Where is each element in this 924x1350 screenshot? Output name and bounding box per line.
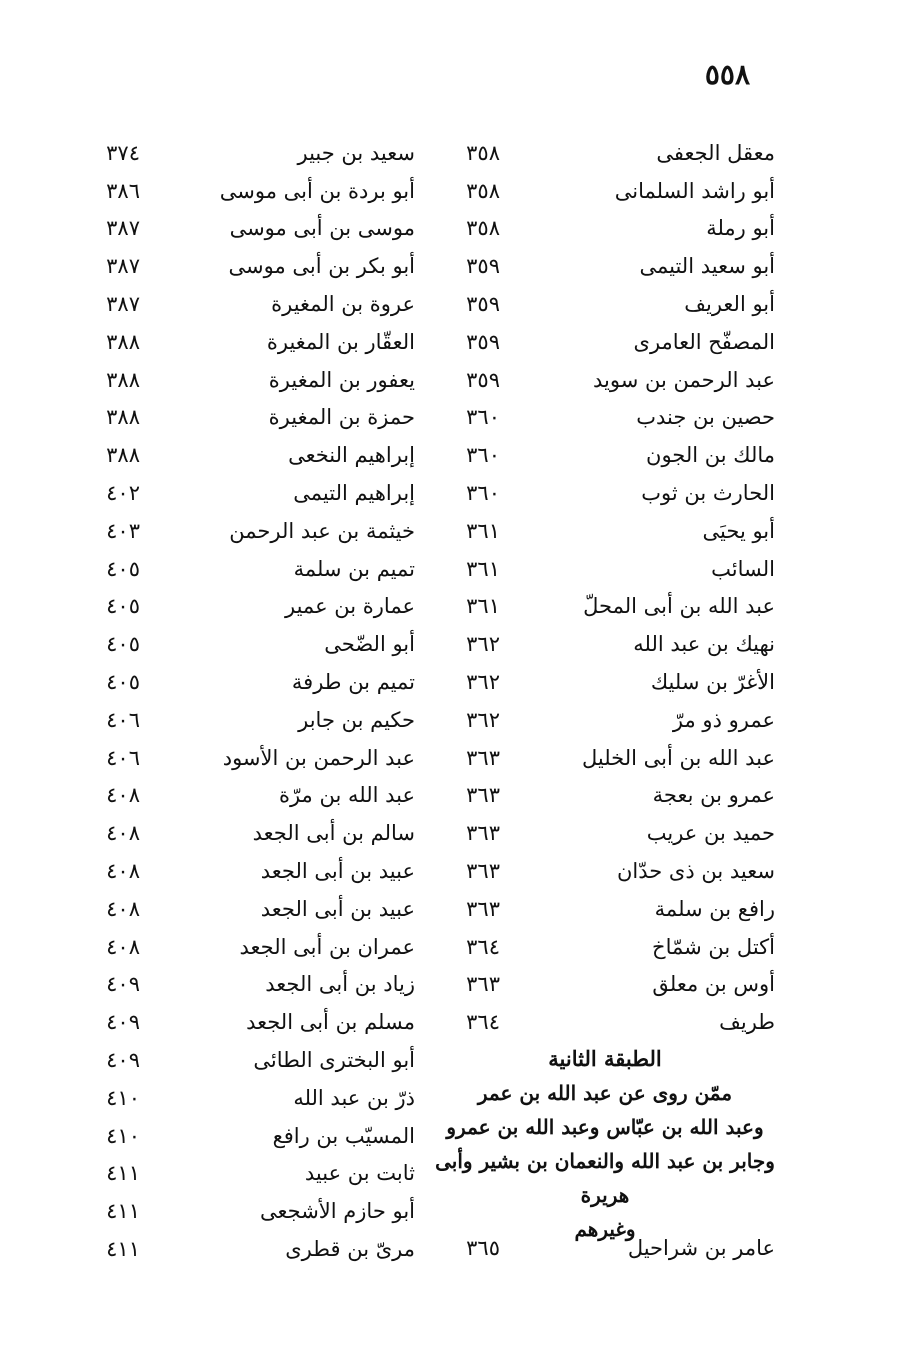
entry-name: حمزة بن المغيرة xyxy=(268,405,415,430)
entry-page-number: ٣٦٢ xyxy=(466,707,500,732)
section-line: وغيرهم xyxy=(574,1217,636,1241)
entry-name: نهيك بن عبد الله xyxy=(633,632,775,657)
entry-name: تميم بن سلمة xyxy=(293,556,415,581)
entry-name: المسيّب بن رافع xyxy=(272,1123,415,1148)
entry-page-number: ٣٦١ xyxy=(466,518,500,543)
entry-page-number: ٤١١ xyxy=(106,1199,140,1224)
entry-name: الحارث بن ثوب xyxy=(641,481,775,506)
entry-page-number: ٣٦٣ xyxy=(466,896,500,921)
entry-name: إبراهيم النخعى xyxy=(288,443,415,468)
entry-name: أبو حازم الأشجعى xyxy=(260,1199,415,1224)
entry-page-number: ٣٨٨ xyxy=(106,405,140,430)
entry-name: تميم بن طرفة xyxy=(291,670,415,695)
entry-name: معقل الجعفى xyxy=(656,140,775,165)
entry-name: أبو العريف xyxy=(684,292,775,317)
entry-page-number: ٣٨٨ xyxy=(106,443,140,468)
entry-name: طريف xyxy=(719,1010,775,1035)
entry-name: أبو يحيَى xyxy=(702,518,775,543)
entry-name: أبو رملة xyxy=(706,216,775,241)
entry-page-number: ٣٧٤ xyxy=(106,140,140,165)
entry-name: عبد الله بن مرّة xyxy=(278,783,415,808)
entry-name: عبيد بن أبى الجعد xyxy=(260,896,415,921)
entry-name: حميد بن عريب xyxy=(646,821,775,846)
entry-name: أوس بن معلق xyxy=(652,972,775,997)
entry-name: مرىّ بن قطرى xyxy=(285,1237,415,1261)
entry-page-number: ٣٦٠ xyxy=(466,481,500,506)
entry-page-number: ٤٠٥ xyxy=(106,556,140,581)
right-column-pages xyxy=(420,134,500,1041)
entry-page-number: ٣٦٣ xyxy=(466,972,500,997)
entry-page-number: ٣٨٦ xyxy=(106,178,140,203)
entry-page-number: ٤٠٣ xyxy=(106,518,140,543)
section-heading: الطبقة الثانية xyxy=(548,1046,662,1071)
entry-page-number: ٤٠٨ xyxy=(106,859,140,884)
entry-page-number: ٣٥٨ xyxy=(466,216,500,241)
entry-page-number: ٤١١ xyxy=(106,1161,140,1186)
entry-page-number: ٤٠٥ xyxy=(106,670,140,695)
section-line: ممّن روى عن عبد الله بن عمر xyxy=(477,1081,733,1105)
entry-page-number: ٤٠٥ xyxy=(106,594,140,619)
entry-page-number: ٤٠٦ xyxy=(106,745,140,770)
entry-page-number: ٣٦٣ xyxy=(466,783,500,808)
entry-name: عبيد بن أبى الجعد xyxy=(260,859,415,884)
entry-name: حصين بن جندب xyxy=(636,405,775,430)
entry-name: مسلم بن أبى الجعد xyxy=(246,1010,415,1035)
entry-page-number: ٤٠٢ xyxy=(106,481,140,506)
entry-page-number: ٣٥٨ xyxy=(466,140,500,165)
entry-name: عبد الله بن أبى الخليل xyxy=(581,745,775,770)
entry-name: موسى بن أبى موسى xyxy=(229,216,415,241)
entry-page-number: ٣٨٨ xyxy=(106,329,140,354)
page-number: ٥٥٨ xyxy=(704,58,750,91)
entry-name: أكتل بن شمّاخ xyxy=(652,934,775,959)
entry-page-number: ٤٠٨ xyxy=(106,783,140,808)
entry-name: عمارة بن عمير xyxy=(285,594,415,619)
entry-page-number: ٣٥٩ xyxy=(466,254,500,279)
entry-page-number: ٣٨٧ xyxy=(106,292,140,317)
entry-page-number: ٣٥٨ xyxy=(466,178,500,203)
entry-name: أبو بردة بن أبى موسى xyxy=(219,178,415,203)
entry-name: يعفور بن المغيرة xyxy=(268,367,415,392)
entry-page-number: ٣٥٩ xyxy=(466,367,500,392)
entry-page-number: ٣٥٩ xyxy=(466,329,500,354)
entry-page-number: ٣٦٠ xyxy=(466,405,500,430)
entry-page-number: ٣٦٣ xyxy=(466,859,500,884)
entry-name: أبو الضّحى xyxy=(324,632,415,657)
entry-page-number: ٤٠٨ xyxy=(106,821,140,846)
entry-page-number: ٤١٠ xyxy=(106,1085,140,1110)
left-column-pages xyxy=(60,134,140,1268)
entry-page-number: ٣٦٣ xyxy=(466,821,500,846)
entry-name: رافع بن سلمة xyxy=(654,896,775,921)
entry-name: إبراهيم التيمى xyxy=(293,481,415,506)
entry-name: ثابت بن عبيد xyxy=(304,1161,415,1186)
right-column-names xyxy=(520,134,775,1041)
entry-page-number: ٣٦٢ xyxy=(466,632,500,657)
entry-name: سعيد بن ذى حدّان xyxy=(617,859,775,884)
entry-page-number: ٣٨٧ xyxy=(106,216,140,241)
entry-name: السائب xyxy=(711,556,775,581)
entry-name: عمران بن أبى الجعد xyxy=(239,934,415,959)
entry-name: المصفّح العامرى xyxy=(633,329,775,354)
section-heading-block xyxy=(430,1042,780,1246)
entry-name: سعيد بن جبير xyxy=(297,140,415,165)
entry-name: عمرو ذو مرّ xyxy=(672,707,775,732)
entry-name: عبد الرحمن بن سويد xyxy=(593,367,775,392)
entry-page-number: ٤٠٨ xyxy=(106,896,140,921)
entry-name: عروة بن المغيرة xyxy=(271,292,415,317)
entry-amir-name: عامر بن شراحيل xyxy=(627,1236,775,1260)
section-line: وجابر بن عبد الله والنعمان بن بشير وأبى هريرة xyxy=(435,1149,775,1207)
entry-name: مالك بن الجون xyxy=(646,443,775,468)
entry-page-number: ٣٥٩ xyxy=(466,292,500,317)
entry-amir-page: ٣٦٥ xyxy=(466,1236,500,1260)
entry-page-number: ٣٦٣ xyxy=(466,745,500,770)
entry-name: خيثمة بن عبد الرحمن xyxy=(229,518,415,543)
entry-name: الأغرّ بن سليك xyxy=(650,670,775,695)
entry-name: العقّار بن المغيرة xyxy=(266,329,415,354)
entry-page-number: ٤١٠ xyxy=(106,1123,140,1148)
entry-page-number: ٤٠٩ xyxy=(106,1010,140,1035)
entry-page-number: ٣٦٠ xyxy=(466,443,500,468)
entry-name: أبو البخترى الطائى xyxy=(253,1048,415,1073)
entry-page-number: ٤١١ xyxy=(106,1237,140,1261)
section-line: وعبد الله بن عبّاس وعبد الله بن عمرو xyxy=(446,1115,764,1139)
entry-page-number: ٤٠٦ xyxy=(106,707,140,732)
entry-name: عبد الرحمن بن الأسود xyxy=(222,745,415,770)
entry-page-number: ٣٨٧ xyxy=(106,254,140,279)
entry-page-number: ٤٠٥ xyxy=(106,632,140,657)
entry-page-number: ٤٠٩ xyxy=(106,972,140,997)
entry-name: أبو راشد السلمانى xyxy=(614,178,775,203)
entry-name: زياد بن أبى الجعد xyxy=(265,972,415,997)
entry-name: عبد الله بن أبى المحلّ xyxy=(583,594,775,619)
entry-name: أبو سعيد التيمى xyxy=(639,254,775,279)
entry-name: أبو بكر بن أبى موسى xyxy=(228,254,415,279)
entry-page-number: ٤٠٩ xyxy=(106,1048,140,1073)
entry-page-number: ٣٨٨ xyxy=(106,367,140,392)
entry-page-number: ٣٦١ xyxy=(466,556,500,581)
entry-name: عمرو بن بعجة xyxy=(652,783,775,808)
entry-name: سالم بن أبى الجعد xyxy=(252,821,415,846)
entry-page-number: ٤٠٨ xyxy=(106,934,140,959)
left-column-names xyxy=(200,134,415,1268)
entry-page-number: ٣٦٤ xyxy=(466,934,500,959)
entry-page-number: ٣٦١ xyxy=(466,594,500,619)
entry-page-number: ٣٦٤ xyxy=(466,1010,500,1035)
entry-page-number: ٣٦٢ xyxy=(466,670,500,695)
entry-name: حكيم بن جابر xyxy=(298,707,415,732)
entry-name: ذرّ بن عبد الله xyxy=(293,1085,415,1110)
